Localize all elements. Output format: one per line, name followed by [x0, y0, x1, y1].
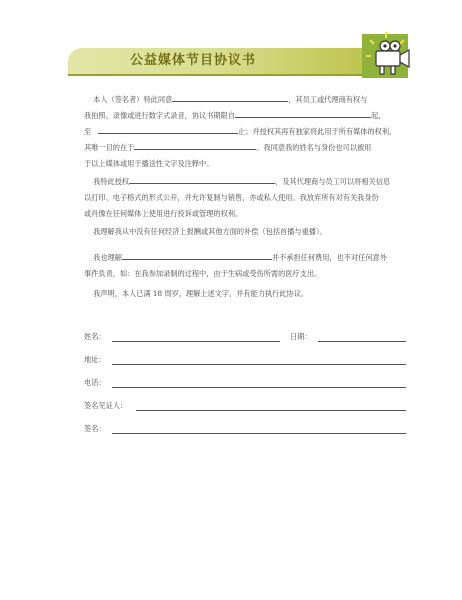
name-date-row — [84, 332, 406, 346]
address-field[interactable] — [112, 364, 406, 365]
paragraph-line: 事件负责，如：在我参加录制的过程中，由于生病或受伤所需的医疗支出。 — [84, 269, 322, 278]
phone-label: 电话： — [84, 378, 106, 387]
paragraph-line: 于以上媒体或用于播送性文字及注释中。 — [84, 159, 214, 168]
paragraph-line: 我拍照、录像或进行数字式录音，协议书期限自 起， — [84, 111, 386, 120]
witness-row — [84, 401, 406, 415]
blank-line[interactable] — [98, 125, 238, 134]
blank-line[interactable] — [235, 109, 371, 118]
paragraph-line: 我声明，本人已满 18 周岁，理解上述文字，并有能力执行此协议。 — [93, 289, 309, 298]
date-field[interactable] — [318, 341, 406, 342]
phone-row — [84, 378, 406, 392]
paragraph-line: 以打印、电子格式的形式公开，并允许复制与销售，亦或私人使用。我放弃所有对有关我身份 — [84, 193, 379, 202]
signature-row — [84, 424, 406, 438]
blank-line[interactable] — [129, 175, 275, 184]
document-title: 公益媒体节目协议书 — [129, 53, 256, 68]
witness-signature-field[interactable] — [136, 410, 406, 411]
paragraph-line: 其唯一目的在于 。我同意我的姓名与身份也可以被用 — [84, 143, 372, 152]
signature-field[interactable] — [112, 433, 406, 434]
video-camera-icon — [356, 28, 416, 84]
blank-line[interactable] — [172, 93, 288, 102]
address-label: 地址： — [84, 355, 106, 364]
title-underline — [68, 74, 398, 76]
paragraph-line: 或肖像在任何媒体上使用进行投诉或管理的权利。 — [84, 209, 243, 218]
date-label: 日期： — [290, 332, 312, 341]
name-label: 姓名： — [84, 332, 106, 341]
name-field[interactable] — [112, 341, 280, 342]
phone-field[interactable] — [112, 387, 406, 388]
paragraph-line: 本人（签名者）特此同意 ，其员工或代理商有权与 — [93, 95, 368, 104]
paragraph-no-compensation — [84, 224, 404, 240]
paragraph-line: 至 止；并授权其再有独家将此用于所有媒体的权利， — [84, 127, 397, 136]
paragraph-line: 我理解我从中没有任何经济上报酬或其他方面的补偿（包括首播与重播）。 — [93, 227, 327, 236]
address-row — [84, 355, 406, 369]
paragraph-liability — [84, 250, 404, 282]
paragraph-consent — [84, 92, 404, 172]
paragraph-line: 我特此授权 ，及其代理商与员工可以将相关信息 — [93, 177, 391, 186]
paragraph-line: 我也理解 并不承担任何费用，也不对任何意外 — [93, 253, 387, 262]
blank-line[interactable] — [134, 141, 256, 150]
witness-label: 签名见证人： — [84, 401, 128, 410]
paragraph-authorization — [84, 174, 404, 222]
blank-line[interactable] — [122, 251, 272, 260]
paragraph-declaration — [84, 286, 404, 302]
signature-label: 签名： — [84, 424, 106, 433]
